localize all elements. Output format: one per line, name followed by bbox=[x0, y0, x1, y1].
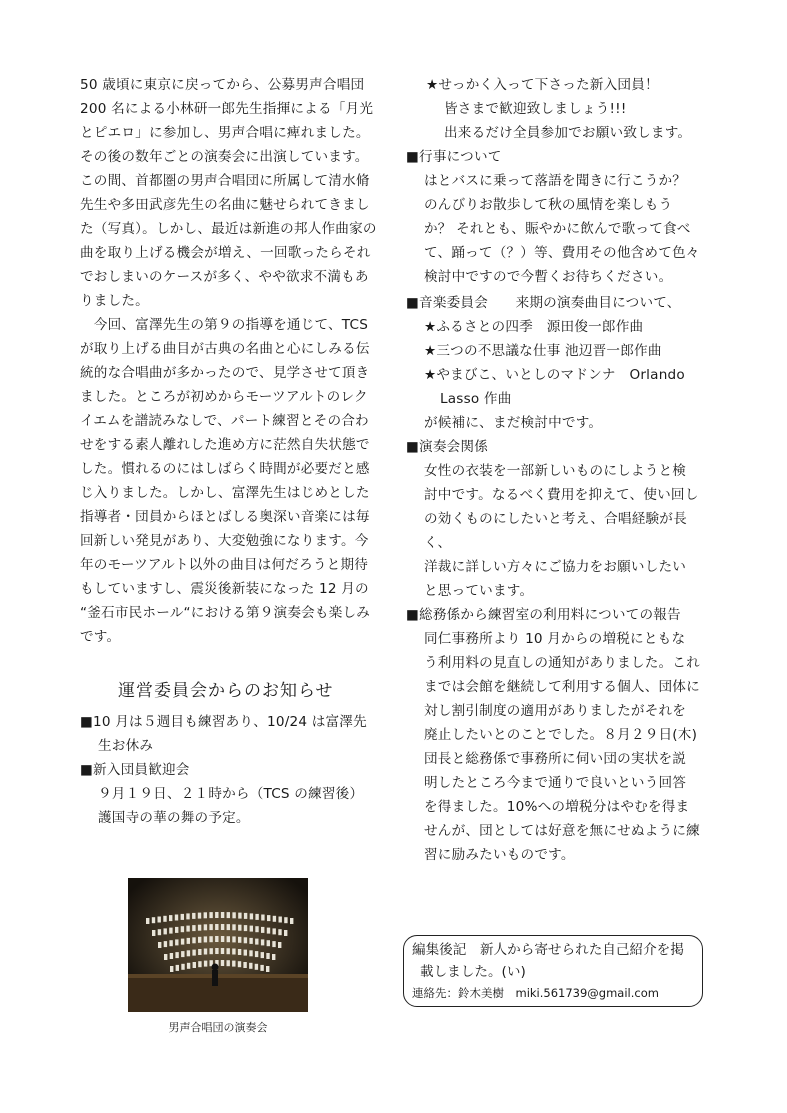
choir-singer-figure bbox=[255, 914, 258, 920]
choir-singer-figure bbox=[232, 924, 235, 930]
choir-singer-figure bbox=[152, 917, 155, 923]
choir-singer-figure bbox=[193, 962, 196, 968]
choir-singer-figure bbox=[290, 918, 293, 924]
choir-singer-figure bbox=[273, 916, 276, 922]
choir-singer-figure bbox=[198, 949, 201, 955]
choir-singer-figure bbox=[152, 930, 155, 936]
choir-singer-figure bbox=[221, 936, 224, 942]
concert-heading: ■演奏会関係 bbox=[406, 439, 489, 455]
choir-singer-figure bbox=[221, 948, 224, 954]
choir-singer-figure bbox=[238, 925, 241, 931]
choir-singer-figure bbox=[278, 929, 281, 935]
choir-singer-figure bbox=[209, 924, 212, 930]
choir-singer-figure bbox=[163, 916, 166, 922]
choir-singer-figure bbox=[192, 950, 195, 956]
editor-note-box bbox=[403, 935, 703, 1007]
choir-photo-illustration bbox=[128, 878, 308, 1012]
choir-singer-figure bbox=[244, 925, 247, 931]
choir-singer-figure bbox=[227, 960, 230, 966]
intro-paragraph-1: 50 歳頃に東京に戻ってから、公募男声合唱団 200 名による小林研一郎先生指揮による「月光 とピエロ」に参加し、男声合唱に痺れました。 その後の数年ごとの演奏会に出演しています。 この間、首都圏の男声合唱団に所属して清水脩 先生や多田武彦先生の名曲に魅せられてきまし た（写真）。しかし、最近は新進の邦人作曲家の 曲を取り上げる機会が増え、一回歌ったらそれ でおしまいのケースが多く、やや欲求不満もあ りました。 bbox=[80, 77, 377, 309]
concert-body: 女性の衣装を一部新しいものにしようと検 討中です。なるべく費用を抑えて、使い回し の効くものにしたいと考え、合唱経験が長く、 洋裁に詳しい方々にご協力をお願いしたい と思っています。 bbox=[424, 463, 699, 599]
choir-singer-figure bbox=[181, 964, 184, 970]
choir-singer-figure bbox=[250, 913, 253, 919]
choir-singer-figure bbox=[279, 917, 282, 923]
choir-singer-figure bbox=[215, 924, 218, 930]
notice-item-1: ■10 月は５週目も練習あり、10/24 は富澤先 生お休み bbox=[80, 714, 367, 754]
choir-singer-figure bbox=[164, 954, 167, 960]
choir-singer-figure bbox=[284, 917, 287, 923]
choir-singer-figure bbox=[192, 937, 195, 943]
choir-singer-figure bbox=[169, 940, 172, 946]
choir-singer-figure bbox=[232, 936, 235, 942]
choir-singer-figure bbox=[187, 950, 190, 956]
choir-singer-figure bbox=[250, 926, 253, 932]
events-section bbox=[406, 145, 706, 289]
editor-note-line: 載しました。(い) bbox=[420, 964, 526, 980]
choir-singer-figure bbox=[221, 924, 224, 930]
welcome-block: ★せっかく入って下さった新入団員！ 皆さまで歓迎致しましょう!!! 出来るだけ全員参加でお願い致します。 bbox=[426, 77, 692, 141]
contact-info: 連絡先：鈴木美樹 miki.561739@gmail.com bbox=[412, 986, 659, 1000]
choir-singer-figure bbox=[238, 913, 241, 919]
choir-singer-figure bbox=[158, 917, 161, 923]
music-item: ★ふるさとの四季 源田俊一郎作曲 bbox=[424, 319, 644, 335]
choir-singer-figure bbox=[187, 963, 190, 969]
choir-singer-figure bbox=[192, 913, 195, 919]
choir-singer-figure bbox=[227, 936, 230, 942]
choir-singer-figure bbox=[238, 961, 241, 967]
choir-singer-figure bbox=[227, 948, 230, 954]
choir-singer-figure bbox=[209, 912, 212, 918]
left-column bbox=[80, 73, 380, 649]
choir-singer-figure bbox=[215, 948, 218, 954]
notice-item-2: ■新入団員歓迎会 ９月１９日、２１時から（TCS の練習後） 護国寺の華の舞の予定。 bbox=[80, 762, 364, 826]
choir-singer-figure bbox=[198, 913, 201, 919]
choir-singer-figure bbox=[260, 965, 263, 971]
choir-singer-figure bbox=[238, 937, 241, 943]
choir-singer-figure bbox=[181, 939, 184, 945]
choir-singer-figure bbox=[146, 918, 149, 924]
choir-singer-figure bbox=[261, 927, 264, 933]
choir-singer-figure bbox=[204, 912, 207, 918]
choir-singer-figure bbox=[164, 928, 167, 934]
choir-singer-figure bbox=[232, 961, 235, 967]
choir-singer-figure bbox=[158, 929, 161, 935]
choir-singer-figure bbox=[198, 937, 201, 943]
choir-singer-figure bbox=[198, 925, 201, 931]
choir-singer-figure bbox=[181, 951, 184, 957]
choir-singer-figure bbox=[266, 966, 269, 972]
choir-singer-figure bbox=[204, 936, 207, 942]
music-item-cont: Lasso 作曲 bbox=[440, 391, 512, 407]
choir-singer-figure bbox=[221, 960, 224, 966]
choir-singer-figure bbox=[272, 954, 275, 960]
concert-section bbox=[406, 435, 706, 603]
choir-singer-figure bbox=[186, 913, 189, 919]
admin-body: 同仁事務所より 10 月からの増税にともな う利用料の見直しの通知がありました。これ までは会館を継続して利用する個人、団体に 対し割引制度の適用がありましたがそれを 廃止したいとのことでした。８月２９日(木) 団長と総務係で事務所に伺い団の実状を説 明したところ今まで通りで良いという回答 を得ました。10%への増税分はやむを得ま せんが、団としては好意を無にせぬように練 習に励みたいものです。 bbox=[424, 631, 700, 863]
choir-singer-figure bbox=[273, 928, 276, 934]
choir-singer-figure bbox=[204, 949, 207, 955]
editor-note-line: 編集後記 新人から寄せられた自己紹介を掲 bbox=[412, 942, 684, 958]
choir-concert-photo bbox=[128, 878, 308, 1012]
choir-singer-figure bbox=[249, 950, 252, 956]
choir-singer-figure bbox=[278, 942, 281, 948]
choir-singer-figure bbox=[215, 936, 218, 942]
choir-singer-figure bbox=[215, 912, 218, 918]
choir-singer-figure bbox=[232, 912, 235, 918]
choir-singer-figure bbox=[204, 924, 207, 930]
choir-singer-figure bbox=[244, 913, 247, 919]
choir-singer-figure bbox=[164, 941, 167, 947]
choir-singer-figure bbox=[175, 952, 178, 958]
choir-singer-figure bbox=[244, 937, 247, 943]
choir-singer-figure bbox=[169, 928, 172, 934]
choir-singer-figure bbox=[267, 928, 270, 934]
choir-singer-figure bbox=[227, 924, 230, 930]
events-body: はとバスに乗って落語を聞きに行こうか？ のんびりお散歩して秋の風情を楽しもう か？ それとも、賑やかに飲んで歌って食べ て、踊って（？）等、費用その他含めて色々 検討中ですので今暫くお待ちください。 bbox=[424, 173, 700, 285]
choir-singer-figure bbox=[227, 912, 230, 918]
choir-singer-figure bbox=[261, 939, 264, 945]
music-section bbox=[406, 291, 706, 435]
choir-singer-figure bbox=[232, 949, 235, 955]
choir-singer-figure bbox=[204, 961, 207, 967]
choir-singer-figure bbox=[255, 951, 258, 957]
choir-singer-figure bbox=[181, 914, 184, 920]
intro-paragraph-2: 今回、富澤先生の第９の指導を通じて、TCS が取り上げる曲目が古典の名曲と心にしみる伝 統的な合唱曲が多かったので、見学させて頂き ました。ところが初めからモーツアルトのレク イエムを譜読みなしで、パート練習とその合わ せをする素人離れした進め方に茫然自失状態で した。慣れるのにはしばらく時間が必要だと感 じ入りました。しかし、富澤先生はじめとした 指導者・団員からほとばしる奥深い音楽には毎 回新しい発見があり、大変勉強になります。今 年のモーツアルト以外の曲目は何だろうと期待 もしていますし、震災後新装になった 12 月の “釜石市民ホール“における第９演奏会も楽しみ です。 bbox=[80, 317, 371, 645]
choir-singer-figure bbox=[267, 915, 270, 921]
choir-singer-figure bbox=[261, 952, 264, 958]
choir-singer-figure bbox=[249, 938, 252, 944]
notice-section-title: 運営委員会からのお知らせ bbox=[118, 681, 334, 701]
choir-singer-figure bbox=[243, 962, 246, 968]
choir-singer-figure bbox=[210, 948, 213, 954]
choir-singer-figure bbox=[221, 912, 224, 918]
choir-singer-figure bbox=[169, 915, 172, 921]
choir-singer-figure bbox=[255, 926, 258, 932]
photo-caption: 男声合唱団の演奏会 bbox=[168, 1021, 268, 1034]
admin-section bbox=[406, 603, 706, 867]
choir-singer-figure bbox=[255, 939, 258, 945]
choir-singer-figure bbox=[244, 950, 247, 956]
events-heading: ■行事について bbox=[406, 149, 502, 165]
choir-singer-figure bbox=[267, 940, 270, 946]
music-tail: が候補に、まだ検討中です。 bbox=[424, 415, 603, 431]
choir-singer-figure bbox=[187, 938, 190, 944]
choir-singer-figure bbox=[175, 927, 178, 933]
choir-singer-figure bbox=[272, 941, 275, 947]
choir-singer-figure bbox=[209, 936, 212, 942]
choir-singer-figure bbox=[170, 953, 173, 959]
choir-singer-figure bbox=[186, 926, 189, 932]
choir-singer-figure bbox=[175, 915, 178, 921]
admin-heading: ■総務係から練習室の利用料についての報告 bbox=[406, 607, 681, 623]
choir-singer-figure bbox=[255, 964, 258, 970]
music-heading: ■音楽委員会 来期の演奏曲目について、 bbox=[406, 295, 681, 311]
choir-singer-figure bbox=[261, 915, 264, 921]
notice-list bbox=[80, 710, 380, 830]
choir-singer-figure bbox=[198, 961, 201, 967]
choir-singer-figure bbox=[176, 965, 179, 971]
choir-singer-figure bbox=[170, 966, 173, 972]
choir-singer-figure bbox=[266, 953, 269, 959]
music-item: ★三つの不思議な仕事 池辺晋一郎作曲 bbox=[424, 343, 662, 359]
choir-singer-figure bbox=[158, 942, 161, 948]
choir-singer-figure bbox=[249, 963, 252, 969]
choir-singer-figure bbox=[181, 926, 184, 932]
choir-singer-figure bbox=[238, 949, 241, 955]
choir-singer-figure bbox=[284, 930, 287, 936]
choir-singer-figure bbox=[192, 925, 195, 931]
music-item: ★やまびこ、いとしのマドンナ Orlando bbox=[424, 367, 685, 383]
choir-singer-figure bbox=[175, 939, 178, 945]
right-column bbox=[406, 73, 706, 867]
